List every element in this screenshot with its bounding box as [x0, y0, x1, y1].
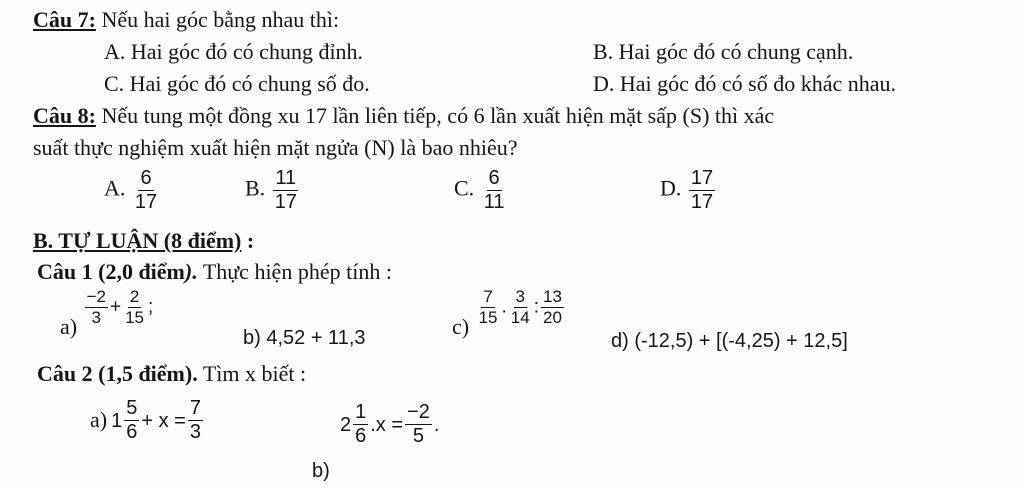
q8-option-d-num: 17 — [690, 167, 714, 189]
c2-b-f2-den: 5 — [412, 425, 425, 447]
c1-c-fraction-1 — [477, 288, 500, 327]
c1-a-letter: a) — [60, 314, 78, 340]
c1-c-letter: c) — [452, 314, 470, 340]
q8-option-b — [245, 168, 301, 213]
q7-option-d: D. Hai góc đó có số đo khác nhau. — [593, 71, 897, 96]
c1-c-fraction-2 — [509, 288, 532, 327]
c2-b-fraction-1 — [353, 402, 368, 447]
c1-part-a — [60, 287, 154, 340]
c2-b-f1-num: 1 — [355, 401, 367, 423]
q7-label: Câu 7: — [33, 7, 96, 32]
c1-c-dot: . — [501, 296, 507, 318]
q8-option-d — [660, 168, 717, 213]
c1-a-f2-den: 15 — [125, 307, 145, 327]
q8-label: Câu 8: — [33, 103, 96, 128]
c1-c-fraction-3 — [541, 288, 564, 327]
c1-label: Câu 1 (2,0 điểm — [37, 259, 185, 284]
c2-b-letter: b) — [312, 460, 330, 482]
c1-text: Thực hiện phép tính : — [197, 259, 392, 284]
q8-option-b-fraction — [273, 168, 299, 213]
q7-text: Nếu hai góc bằng nhau thì: — [95, 7, 340, 32]
c1-c-f3-den: 20 — [543, 307, 562, 327]
c2-text: Tìm x biết : — [197, 361, 307, 386]
c2-a-f1-num: 5 — [126, 397, 138, 419]
q8-option-c-fraction — [482, 168, 507, 213]
c1-question — [37, 260, 392, 284]
c2-b-f2-num: −2 — [407, 401, 430, 423]
part-b-colon: : — [241, 228, 255, 253]
c2-a-f2-num: 7 — [189, 397, 201, 419]
c2-a-whole: 1 — [111, 409, 123, 432]
q8-option-d-fraction — [689, 168, 715, 213]
q8-question-line1 — [33, 104, 774, 128]
q8-option-a-letter: A. — [104, 175, 126, 201]
q7-question — [33, 8, 339, 32]
c1-a-f2-num: 2 — [129, 287, 140, 306]
c1-c-f3-num: 13 — [543, 287, 562, 306]
c2-a-fraction-1 — [124, 398, 139, 443]
c1-c-f2-den: 14 — [510, 307, 530, 327]
q7-option-b: B. Hai góc đó có chung cạnh. — [593, 39, 854, 64]
q8-option-c-letter: C. — [454, 175, 475, 201]
q8-option-c-den: 11 — [483, 191, 505, 213]
c1-c-colon: : — [533, 296, 539, 318]
c2-a-letter: a) — [90, 407, 108, 433]
q8-option-d-den: 17 — [690, 191, 714, 213]
q8-option-b-letter: B. — [245, 175, 266, 201]
c1-c-f2-num: 3 — [515, 287, 525, 306]
q8-option-b-num: 11 — [275, 167, 297, 189]
q8-option-a-den: 17 — [134, 191, 158, 213]
c2-label: Câu 2 (1,5 điểm). — [37, 361, 198, 386]
q7-option-a: A. Hai góc đó có chung đỉnh. — [104, 39, 364, 64]
c2-a-f2-den: 3 — [189, 421, 201, 443]
q8-question-line2: suất thực nghiệm xuất hiện mặt ngửa (N) là bao nhiêu? — [33, 135, 518, 160]
c1-label-end: ). — [184, 259, 198, 284]
c2-b-fraction-2 — [405, 402, 432, 447]
q8-option-c — [454, 168, 508, 213]
part-b-title: B. TỰ LUẬN (8 điểm) — [33, 228, 242, 253]
c1-a-fraction-2 — [123, 288, 146, 327]
c1-a-fraction-1 — [85, 288, 108, 327]
c2-part-b — [340, 402, 439, 447]
c2-b-f1-den: 6 — [355, 425, 367, 447]
c1-c-f1-den: 15 — [478, 307, 498, 327]
part-b-heading — [33, 229, 254, 253]
c1-a-f1-num: −2 — [86, 287, 106, 306]
c2-a-mid: + x = — [141, 409, 186, 432]
q8-text-1: Nếu tung một đồng xu 17 lần liên tiếp, có 6 lần xuất hiện mặt sấp (S) thì xác — [95, 103, 775, 128]
c2-question — [37, 362, 306, 386]
c1-part-b: b) 4,52 + 11,3 — [243, 327, 366, 349]
c1-part-c — [452, 287, 566, 340]
q8-option-a-num: 6 — [140, 167, 152, 189]
c1-c-f1-num: 7 — [483, 287, 493, 306]
c1-part-d: d) (-12,5) + [(-4,25) + 12,5] — [611, 330, 848, 352]
q8-option-c-num: 6 — [488, 167, 500, 189]
q7-option-c: C. Hai góc đó có chung số đo. — [104, 71, 370, 96]
c2-a-fraction-2 — [188, 398, 203, 443]
q8-option-a-fraction — [133, 168, 159, 213]
c2-b-mid: .x = — [370, 413, 404, 436]
c1-a-end: ; — [148, 296, 154, 318]
q8-option-b-den: 17 — [274, 191, 297, 213]
c2-b-end: . — [433, 413, 440, 436]
q8-option-a — [104, 168, 161, 213]
c2-b-whole: 2 — [340, 413, 352, 436]
c2-part-a — [90, 398, 205, 443]
c2-a-f1-den: 6 — [126, 421, 138, 443]
c1-a-f1-den: 3 — [91, 307, 102, 327]
q8-option-d-letter: D. — [660, 175, 682, 201]
c1-a-plus: + — [109, 296, 122, 318]
